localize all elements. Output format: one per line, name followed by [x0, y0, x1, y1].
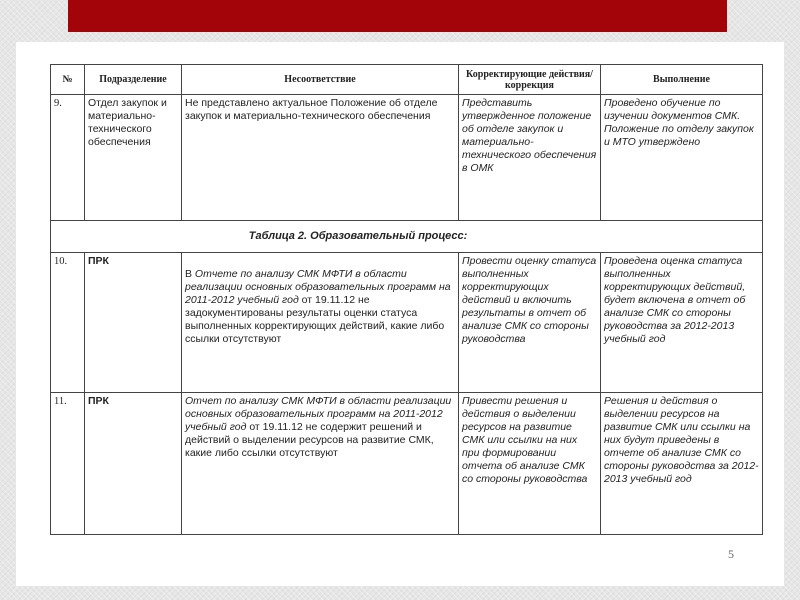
row-nonconformity-rest: от 19.11.12 не содержит решений и действий о выделении ресурсов на развитие СМК, какие либо ссылки отсутствуют	[185, 421, 434, 459]
row-corrective-action: Представить утвержденное положение об отделе закупок и материально-технического обеспечения в ОМК	[459, 95, 601, 221]
row-execution: Проведено обучение по изучении документов СМК. Положение по отделу закупок и МТО утверждено	[601, 95, 763, 221]
row-execution: Решения и действия о выделении ресурсов на развитие СМК или ссылки на них будут приведены в отчете об анализе СМК со стороны руководства за 2012-2013 учебный год	[601, 393, 763, 535]
row-nonconformity	[182, 393, 459, 535]
red-header-banner	[68, 0, 727, 32]
row-nonconformity-prefix: В	[185, 268, 195, 280]
table-row	[51, 95, 763, 221]
table-header-row	[51, 65, 763, 95]
table-row	[51, 253, 763, 393]
row-execution: Проведена оценка статуса выполненных корректирующих действий, будет включена в отчет об анализе СМК со стороны руководства за 2012-2013 учебный год	[601, 253, 763, 393]
header-corrective-actions: Корректирующие действия/коррекция	[459, 65, 601, 95]
row-department: Отдел закупок и материально-технического обеспечения	[85, 95, 182, 221]
row-nonconformity-italic: Отчете по анализу СМК МФТИ в области реализации основных образовательных программ на 2011-2012 учебный год	[185, 268, 451, 306]
header-nonconformity: Несоответствие	[182, 65, 459, 95]
slide	[16, 42, 784, 586]
header-number: №	[51, 65, 85, 95]
section-row	[51, 221, 763, 253]
section-title: Таблица 2. Образовательный процесс:	[51, 221, 763, 253]
corrective-actions-table	[50, 64, 763, 535]
table-row	[51, 393, 763, 535]
row-department: ПРК	[85, 253, 182, 393]
row-department: ПРК	[85, 393, 182, 535]
header-department: Подразделение	[85, 65, 182, 95]
row-nonconformity-italic: Отчет по анализу СМК МФТИ в области реализации основных образовательных программ на 2011-2012 учебный год	[185, 395, 452, 433]
row-nonconformity-rest: от 19.11.12 не задокументированы результаты оценки статуса выполненных корректирующих действий, какие либо ссылки отсутствуют	[185, 294, 445, 345]
header-execution: Выполнение	[601, 65, 763, 95]
row-nonconformity	[182, 253, 459, 393]
row-corrective-action: Провести оценку статуса выполненных корректирующих действий и включить результаты в отчет об анализе СМК со стороны руководства	[459, 253, 601, 393]
page-number: 5	[728, 547, 734, 561]
row-number: 10.	[51, 253, 85, 393]
row-corrective-action: Привести решения и действия о выделении ресурсов на развитие СМК или ссылки на них при формировании отчета об анализе СМК со стороны руководства	[459, 393, 601, 535]
row-nonconformity: Не представлено актуальное Положение об отделе закупок и материально-технического обеспечения	[182, 95, 459, 221]
row-number: 9.	[51, 95, 85, 221]
row-number: 11.	[51, 393, 85, 535]
